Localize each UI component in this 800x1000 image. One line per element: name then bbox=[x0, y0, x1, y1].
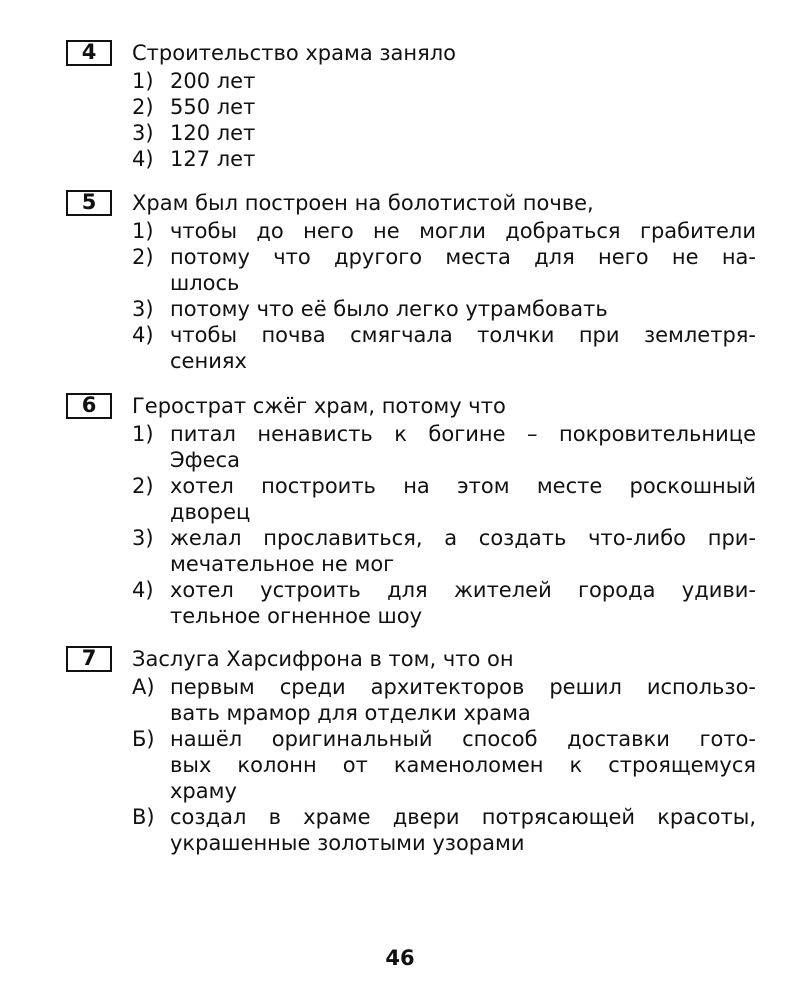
question-text: Храм был построен на болотистой почве, bbox=[132, 191, 594, 215]
question-number-box: 5 bbox=[66, 190, 112, 216]
question-text: Заслуга Харсифрона в том, что он bbox=[132, 647, 514, 671]
option-line: хотел устроить для жителей города удиви- bbox=[170, 578, 756, 602]
option-text bbox=[170, 473, 756, 525]
option-label: 3) bbox=[132, 121, 154, 145]
option-3 bbox=[132, 296, 756, 322]
option-text bbox=[170, 68, 756, 94]
option-label: А) bbox=[132, 675, 155, 699]
option-text bbox=[170, 674, 756, 726]
question-number-box: 4 bbox=[66, 40, 112, 66]
option-3 bbox=[132, 120, 756, 146]
option-2 bbox=[132, 473, 756, 525]
option-label: В) bbox=[132, 805, 155, 829]
option-label: 1) bbox=[132, 219, 154, 243]
option-label: 1) bbox=[132, 422, 154, 446]
option-line: вать мрамор для отделки храма bbox=[170, 701, 531, 725]
option-text bbox=[170, 322, 756, 374]
option-text bbox=[170, 218, 756, 244]
option-line: чтобы почва смягчала толчки при землетря- bbox=[170, 323, 756, 347]
question-7 bbox=[66, 646, 756, 856]
option-2 bbox=[132, 244, 756, 296]
question-number-box: 6 bbox=[66, 393, 112, 419]
option-line: вых колонн от каменоломен к строящемуся bbox=[170, 753, 756, 777]
question-4 bbox=[66, 40, 756, 172]
option-line: 127 лет bbox=[170, 147, 256, 171]
option-4 bbox=[132, 577, 756, 629]
option-line: первым среди архитекторов решил использо- bbox=[170, 675, 756, 699]
option-label: 4) bbox=[132, 323, 154, 347]
option-line: украшенные золотыми узорами bbox=[170, 831, 525, 855]
option-line: потому что другого места для него не на- bbox=[170, 245, 756, 269]
option-text bbox=[170, 94, 756, 120]
option-label: 4) bbox=[132, 147, 154, 171]
option-line: желал прославиться, а создать что-либо при- bbox=[170, 526, 756, 550]
option-text bbox=[170, 421, 756, 473]
option-1 bbox=[132, 421, 756, 473]
option-a bbox=[132, 674, 756, 726]
option-text bbox=[170, 146, 756, 172]
option-text bbox=[170, 577, 756, 629]
option-line: чтобы до него не могли добраться грабители bbox=[170, 219, 756, 243]
option-4 bbox=[132, 146, 756, 172]
question-header bbox=[66, 393, 756, 421]
option-line: нашёл оригинальный способ доставки гото- bbox=[170, 727, 756, 751]
option-line: потому что её было легко утрамбовать bbox=[170, 297, 608, 321]
option-label: 3) bbox=[132, 526, 154, 550]
option-text bbox=[170, 804, 756, 856]
option-text bbox=[170, 726, 756, 804]
option-line: храму bbox=[170, 779, 237, 803]
option-label: 3) bbox=[132, 297, 154, 321]
question-header bbox=[66, 646, 756, 674]
option-1 bbox=[132, 68, 756, 94]
option-label: 2) bbox=[132, 474, 154, 498]
page-number: 46 bbox=[385, 946, 415, 970]
question-header bbox=[66, 190, 756, 218]
question-header bbox=[66, 40, 756, 68]
option-line: 200 лет bbox=[170, 69, 256, 93]
option-line: мечательное не мог bbox=[170, 552, 395, 576]
option-line: 120 лет bbox=[170, 121, 256, 145]
option-line: шлось bbox=[170, 271, 240, 295]
option-line: создал в храме двери потрясающей красоты, bbox=[170, 805, 756, 829]
option-label: 1) bbox=[132, 69, 154, 93]
option-1 bbox=[132, 218, 756, 244]
option-label: 4) bbox=[132, 578, 154, 602]
option-label: 2) bbox=[132, 95, 154, 119]
option-b bbox=[132, 726, 756, 804]
option-text bbox=[170, 120, 756, 146]
option-line: питал ненависть к богине – покровительнице bbox=[170, 422, 756, 446]
option-text bbox=[170, 525, 756, 577]
option-text bbox=[170, 296, 756, 322]
question-text: Герострат сжёг храм, потому что bbox=[132, 394, 506, 418]
question-5 bbox=[66, 190, 756, 374]
option-2 bbox=[132, 94, 756, 120]
option-label: Б) bbox=[132, 727, 155, 751]
option-3 bbox=[132, 525, 756, 577]
option-line: 550 лет bbox=[170, 95, 256, 119]
question-text: Строительство храма заняло bbox=[132, 41, 457, 65]
option-text bbox=[170, 244, 756, 296]
question-6 bbox=[66, 393, 756, 629]
option-line: дворец bbox=[170, 500, 251, 524]
option-v bbox=[132, 804, 756, 856]
option-label: 2) bbox=[132, 245, 154, 269]
option-line: тельное огненное шоу bbox=[170, 604, 423, 628]
option-line: хотел построить на этом месте роскошный bbox=[170, 474, 756, 498]
option-4 bbox=[132, 322, 756, 374]
option-line: Эфеса bbox=[170, 448, 240, 472]
question-number-box: 7 bbox=[66, 646, 112, 672]
option-line: сениях bbox=[170, 349, 247, 373]
